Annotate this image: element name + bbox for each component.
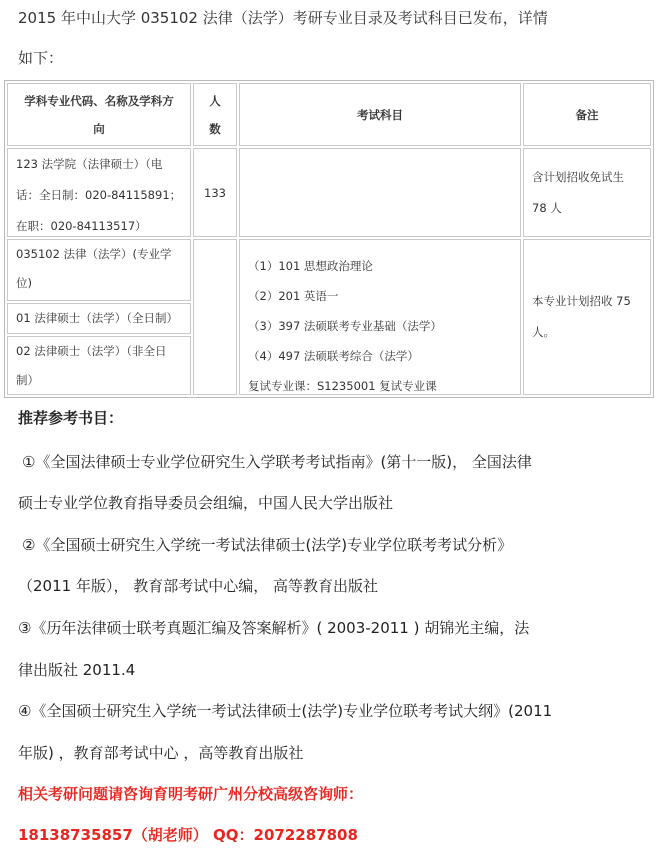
subject-2: （2）201 英语一 <box>248 289 339 303</box>
count-cell-empty <box>193 239 237 395</box>
count-cell <box>193 148 237 237</box>
note2-line1: 本专业计划招收 75 <box>532 294 631 308</box>
book-line-7: ④《全国硕士研究生入学统一考试法律硕士(法学)专业学位联考考试大纲》(2011 <box>18 702 553 720</box>
book-line-1: ①《全国法律硕士专业学位研究生入学联考考试指南》(第十一版)， 全国法律 <box>22 453 532 471</box>
note2-line2: 人。 <box>532 325 555 339</box>
major-line2: 位) <box>16 276 32 290</box>
sub-direction-2 <box>7 336 191 395</box>
header-count <box>193 83 237 146</box>
header-major <box>7 83 191 146</box>
count-value: 133 <box>204 185 226 200</box>
note1-line1: 含计划招收免试生 <box>532 169 624 184</box>
subjects-cell-empty <box>239 148 521 237</box>
major-cell <box>7 239 191 301</box>
subjects-cell <box>239 239 521 395</box>
book-line-5: ③《历年法律硕士联考真题汇编及答案解析》( 2003-2011 ) 胡锦光主编，法 <box>18 619 530 637</box>
header-count-line2: 数 <box>209 121 221 136</box>
book-line-2: 硕士专业学位教育指导委员会组编，中国人民大学出版社 <box>18 494 394 512</box>
sub2-line2: 制） <box>16 373 39 387</box>
contact-line-2: 18138735857（胡老师） QQ：2072287808 <box>18 826 358 844</box>
sub-direction-1 <box>7 303 191 334</box>
sub1-text: 01 法律硕士（法学）（全日制） <box>16 311 179 325</box>
note1-line2: 78 人 <box>532 200 562 215</box>
book-line-3: ②《全国硕士研究生入学统一考试法律硕士(法学)专业学位联考考试分析》 <box>22 536 513 554</box>
header-notes-label: 备注 <box>575 107 599 122</box>
subject-3: （3）397 法硕联考专业基础（法学） <box>248 319 442 333</box>
subject-5: 复试专业课：S1235001 复试专业课 <box>248 379 437 393</box>
header-subjects <box>239 83 521 146</box>
sub2-line1: 02 法律硕士（法学）（非全日 <box>16 344 167 358</box>
header-subjects-label: 考试科目 <box>357 107 403 122</box>
dept-line3: 在职：020-84113517） <box>16 219 147 233</box>
intro-line-1: 2015 年中山大学 035102 法律（法学）考研专业目录及考试科目已发布，详情 <box>18 9 548 27</box>
note-cell-1 <box>523 148 651 237</box>
dept-line2: 话：全日制：020-84115891； <box>16 188 182 202</box>
dept-cell <box>7 148 191 237</box>
intro-line-2: 如下： <box>18 49 64 67</box>
exam-subjects-table <box>4 80 654 398</box>
header-major-line1: 学科专业代码、名称及学科方 <box>24 93 174 108</box>
note-cell-2 <box>523 239 651 395</box>
subject-4: （4）497 法硕联考综合（法学） <box>248 349 419 363</box>
header-notes <box>523 83 651 146</box>
header-count-line1: 人 <box>209 93 221 108</box>
dept-line1: 123 法学院（法律硕士）（电 <box>16 157 163 171</box>
header-major-line2: 向 <box>93 121 105 136</box>
subject-1: （1）101 思想政治理论 <box>248 259 373 273</box>
book-line-6: 律出版社 2011.4 <box>18 661 136 679</box>
major-line1: 035102 法律（法学）(专业学 <box>16 247 172 261</box>
contact-line-1: 相关考研问题请咨询育明考研广州分校高级咨询师： <box>18 785 364 803</box>
book-line-4: （2011 年版）， 教育部考试中心编， 高等教育出版社 <box>18 577 378 595</box>
book-line-8: 年版) ，教育部考试中心 ，高等教育出版社 <box>18 744 304 762</box>
books-heading: 推荐参考书目： <box>18 409 124 427</box>
